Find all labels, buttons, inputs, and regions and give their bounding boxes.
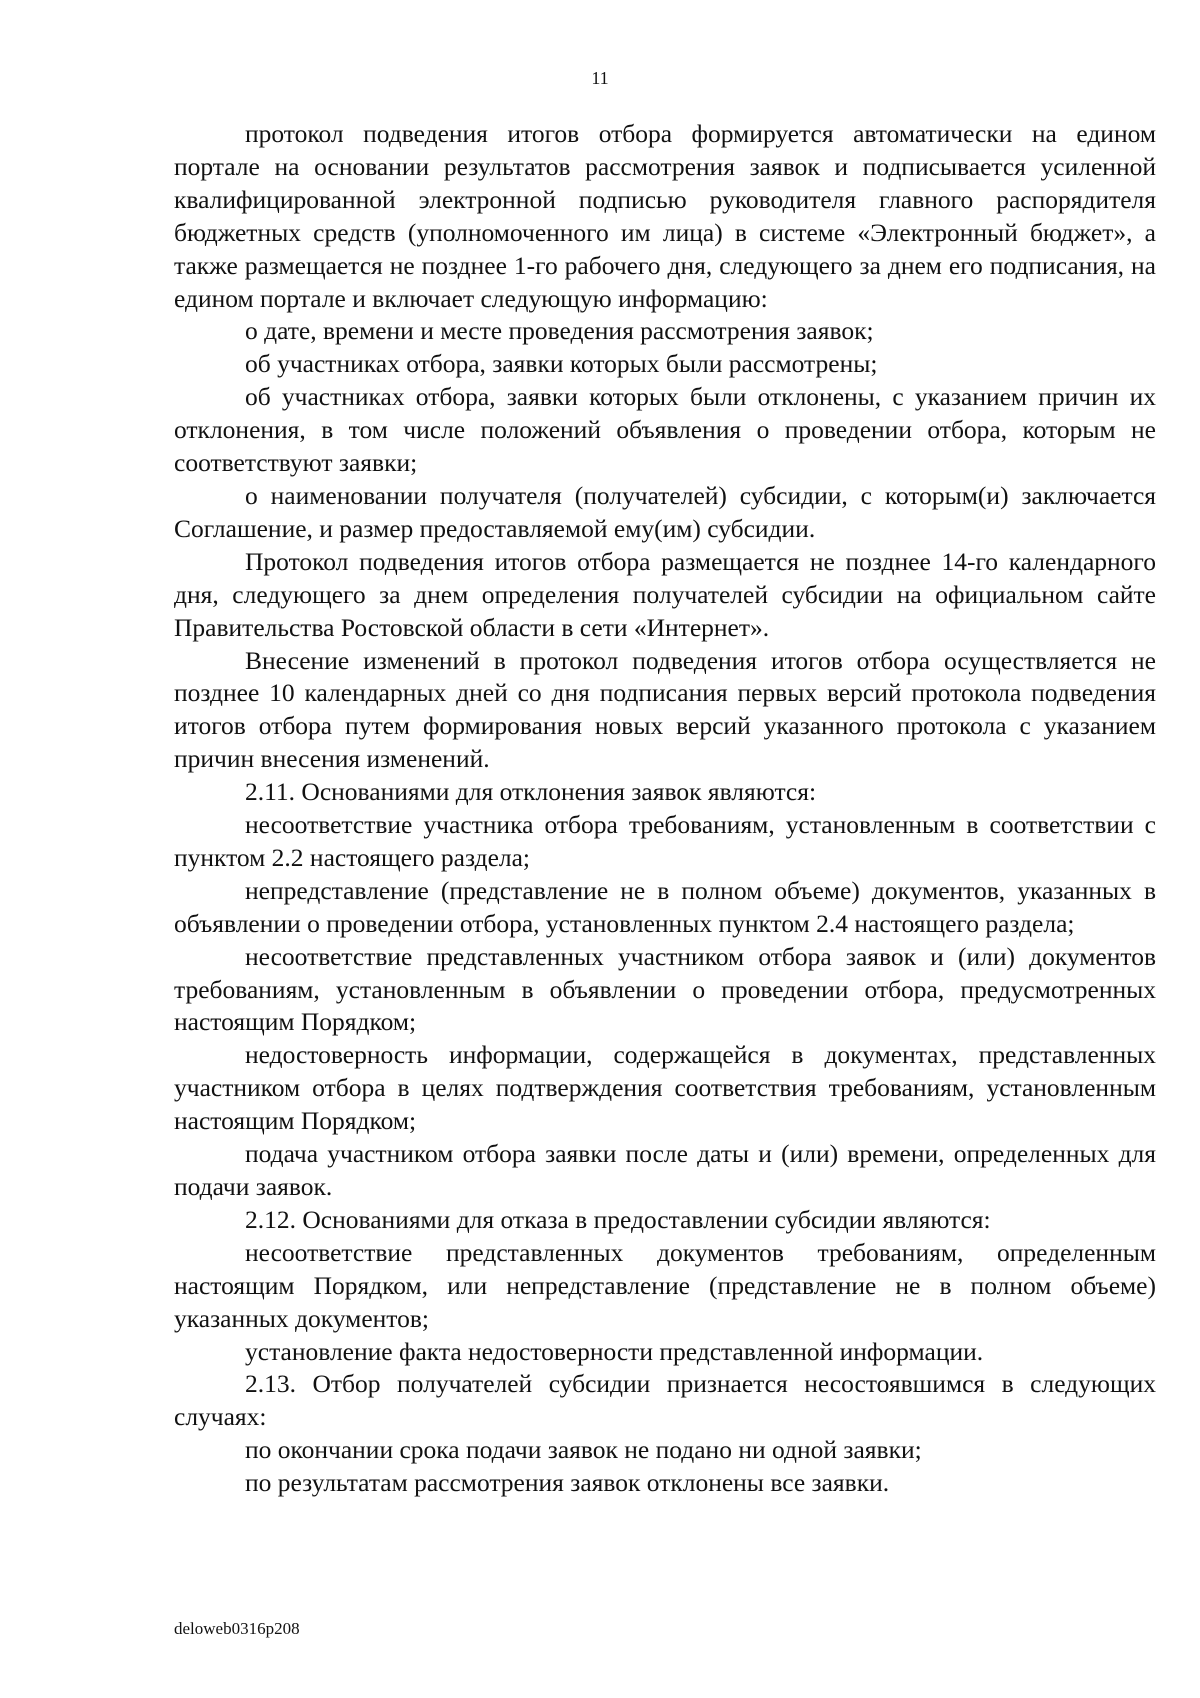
paragraph-rejected-participants: об участниках отбора, заявки которых были отклонены, с указанием причин их отклонения, в том числе положений объявления о проведении отбора, которым не соответствуют заявки; [174, 382, 1156, 478]
document-code: deloweb0316p208 [174, 1619, 300, 1638]
paragraph-section-2-13: 2.13. Отбор получателей субсидии признается несостоявшимся в следующих случаях: [174, 1369, 1156, 1432]
paragraph-unreliable-fact: установление факта недостоверности представленной информации. [245, 1336, 984, 1366]
paragraph-documents-noncompliance: несоответствие представленных документов требованиям, определенным настоящим Порядком, или непредставление (представление не в полном объеме) указанных документов; [174, 1237, 1156, 1333]
paragraph-date-time-place: о дате, времени и месте проведения рассмотрения заявок; [245, 316, 874, 346]
document-body [174, 118, 1156, 1500]
page-number: 11 [591, 68, 609, 88]
paragraph-documents-not-submitted: непредставление (представление не в полном объеме) документов, указанных в объявлении о проведении отбора, установленных пунктом 2.4 настоящего раздела; [174, 875, 1156, 938]
paragraph-protocol-formation: протокол подведения итогов отбора формируется автоматически на едином портале на основании результатов рассмотрения заявок и подписывается усиленной квалифицированной электронной подписью руководителя главного распорядителя бюджетных средств (уполномоченного им лица) в системе «Электронный бюджет», а также размещается не позднее 1-го рабочего дня, следующего за днем его подписания, на едином портале и включает следующую информацию: [174, 119, 1156, 313]
paragraph-all-rejected: по результатам рассмотрения заявок отклонены все заявки. [245, 1468, 890, 1498]
paragraph-reviewed-participants: об участниках отбора, заявки которых были рассмотрены; [245, 349, 878, 379]
paragraph-protocol-changes: Внесение изменений в протокол подведения итогов отбора осуществляется не позднее 10 календарных дней со дня подписания первых версий протокола подведения итогов отбора путем формирования новых версий указанного протокола с указанием причин внесения изменений. [174, 645, 1156, 774]
paragraph-recipient-name: о наименовании получателя (получателей) субсидии, с которым(и) заключается Соглашение, и размер предоставляемой ему(им) субсидии. [174, 480, 1156, 543]
paragraph-section-2-12: 2.12. Основаниями для отказа в предоставлении субсидии являются: [245, 1204, 991, 1234]
paragraph-information-unreliable: недостоверность информации, содержащейся в документах, представленных участником отбора в целях подтверждения соответствия требованиям, установленным настоящим Порядком; [174, 1040, 1156, 1136]
paragraph-applications-mismatch: несоответствие представленных участником отбора заявок и (или) документов требованиям, установленным в объявлении о проведении отбора, предусмотренных настоящим Порядком; [174, 941, 1156, 1037]
paragraph-participant-mismatch: несоответствие участника отбора требованиям, установленным в соответствии с пунктом 2.2 настоящего раздела; [174, 810, 1156, 872]
paragraph-late-submission: подача участником отбора заявки после даты и (или) времени, определенных для подачи заявок. [174, 1139, 1156, 1201]
paragraph-protocol-publication: Протокол подведения итогов отбора размещается не позднее 14-го календарного дня, следующего за днем определения получателей субсидии на официальном сайте Правительства Ростовской области в сети «Интернет». [174, 546, 1156, 642]
paragraph-no-applications: по окончании срока подачи заявок не подано ни одной заявки; [245, 1435, 922, 1465]
paragraph-section-2-11: 2.11. Основаниями для отклонения заявок являются: [245, 777, 817, 807]
